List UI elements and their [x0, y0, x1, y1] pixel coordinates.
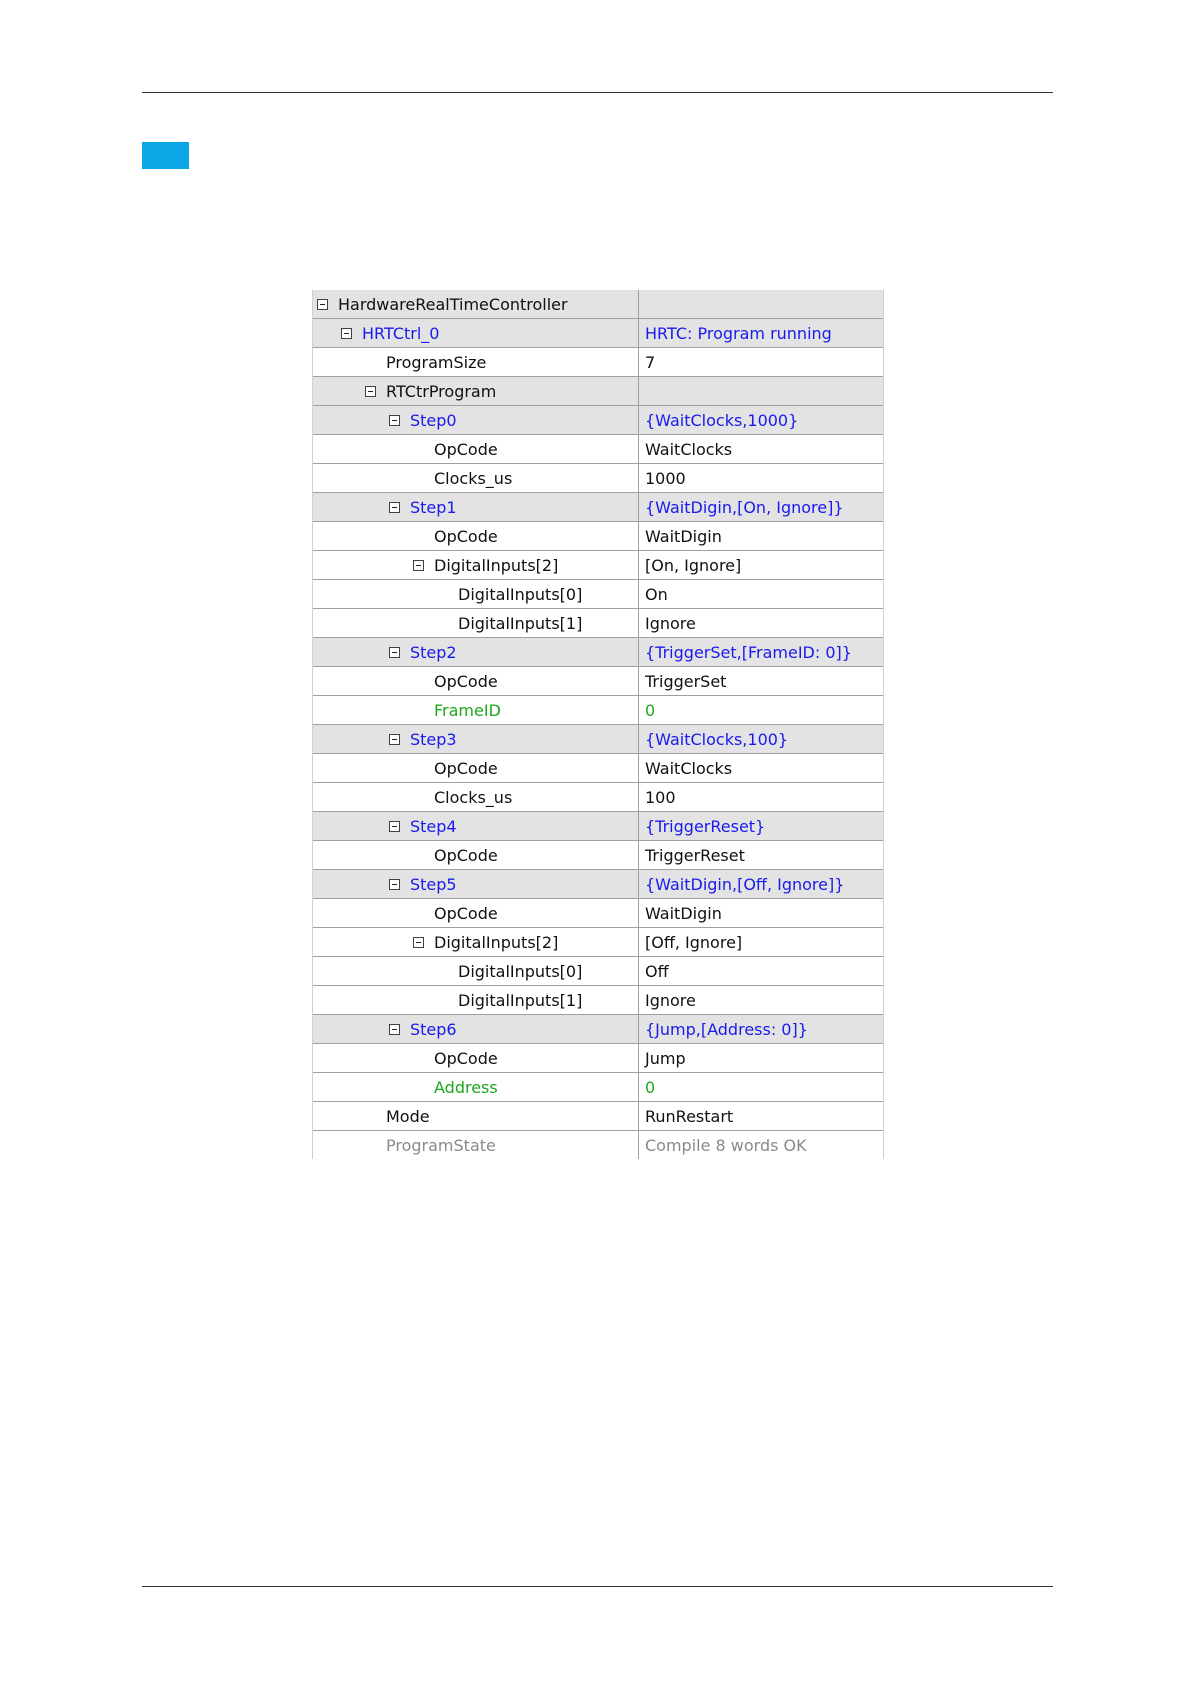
- property-name: Address: [434, 1077, 498, 1097]
- collapse-icon[interactable]: [389, 1024, 400, 1035]
- property-name-cell[interactable]: [313, 841, 639, 869]
- property-value[interactable]: Ignore: [645, 613, 696, 633]
- property-name-cell[interactable]: [313, 1044, 639, 1072]
- property-row[interactable]: [313, 667, 883, 696]
- property-name: RTCtrProgram: [386, 381, 497, 401]
- collapse-icon[interactable]: [413, 560, 424, 571]
- property-name-cell[interactable]: [313, 783, 639, 811]
- property-value[interactable]: WaitDigin: [645, 903, 722, 923]
- property-value[interactable]: {Jump,[Address: 0]}: [645, 1019, 808, 1039]
- property-name: Clocks_us: [434, 787, 513, 807]
- property-row[interactable]: [313, 1102, 883, 1131]
- property-name-cell[interactable]: [313, 377, 639, 405]
- property-row[interactable]: [313, 580, 883, 609]
- collapse-icon[interactable]: [341, 328, 352, 339]
- property-value[interactable]: 7: [645, 352, 656, 372]
- property-name: Step4: [410, 816, 457, 836]
- property-name: DigitalInputs[1]: [458, 613, 583, 633]
- property-name: Step0: [410, 410, 457, 430]
- property-name-cell[interactable]: [313, 522, 639, 550]
- collapse-icon[interactable]: [389, 821, 400, 832]
- property-value[interactable]: [639, 377, 883, 405]
- property-value[interactable]: [Off, Ignore]: [645, 932, 743, 952]
- property-value[interactable]: {WaitDigin,[Off, Ignore]}: [645, 874, 845, 894]
- property-row[interactable]: [313, 841, 883, 870]
- property-name: OpCode: [434, 845, 498, 865]
- property-name-cell[interactable]: [313, 1015, 639, 1043]
- property-value[interactable]: Jump: [645, 1048, 686, 1068]
- property-value[interactable]: 1000: [645, 468, 686, 488]
- property-name: Step3: [410, 729, 457, 749]
- property-row[interactable]: [313, 406, 883, 435]
- section-marker: [142, 142, 189, 169]
- property-name-cell[interactable]: [313, 667, 639, 695]
- property-name: DigitalInputs[2]: [434, 932, 559, 952]
- property-row[interactable]: [313, 319, 883, 348]
- property-value[interactable]: {WaitClocks,1000}: [645, 410, 799, 430]
- property-value[interactable]: TriggerReset: [645, 845, 745, 865]
- property-row[interactable]: [313, 899, 883, 928]
- property-name: Mode: [386, 1106, 430, 1126]
- property-name-cell[interactable]: [313, 1102, 639, 1130]
- property-name-cell[interactable]: [313, 551, 639, 579]
- property-name-cell[interactable]: [313, 870, 639, 898]
- property-name-cell[interactable]: [313, 609, 639, 637]
- property-row[interactable]: [313, 551, 883, 580]
- property-name-cell[interactable]: [313, 986, 639, 1014]
- property-name-cell[interactable]: [313, 928, 639, 956]
- property-row[interactable]: [313, 928, 883, 957]
- property-name-cell[interactable]: [313, 319, 639, 347]
- property-name: Step1: [410, 497, 457, 517]
- property-name: OpCode: [434, 671, 498, 691]
- property-name-cell[interactable]: [313, 812, 639, 840]
- property-row[interactable]: [313, 493, 883, 522]
- property-value[interactable]: Ignore: [645, 990, 696, 1010]
- property-value[interactable]: WaitDigin: [645, 526, 722, 546]
- property-name-cell[interactable]: [313, 1073, 639, 1101]
- property-row[interactable]: [313, 957, 883, 986]
- property-name-cell[interactable]: [313, 725, 639, 753]
- property-value[interactable]: WaitClocks: [645, 758, 733, 778]
- collapse-icon[interactable]: [389, 879, 400, 890]
- property-name: OpCode: [434, 1048, 498, 1068]
- property-value[interactable]: [639, 290, 883, 318]
- property-row[interactable]: [313, 754, 883, 783]
- property-value[interactable]: 0: [645, 1077, 656, 1097]
- property-name: ProgramSize: [386, 352, 487, 372]
- property-value[interactable]: [On, Ignore]: [645, 555, 742, 575]
- property-value[interactable]: 0: [645, 700, 656, 720]
- property-row[interactable]: [313, 290, 883, 319]
- property-row[interactable]: [313, 435, 883, 464]
- property-name-cell[interactable]: [313, 696, 639, 724]
- property-name-cell[interactable]: [313, 957, 639, 985]
- property-value[interactable]: {TriggerReset}: [645, 816, 766, 836]
- property-name-cell[interactable]: [313, 580, 639, 608]
- property-row[interactable]: [313, 348, 883, 377]
- property-value[interactable]: {WaitClocks,100}: [645, 729, 789, 749]
- property-value[interactable]: RunRestart: [645, 1106, 734, 1126]
- property-name-cell[interactable]: [313, 899, 639, 927]
- property-name: HRTCtrl_0: [362, 323, 440, 343]
- property-name: DigitalInputs[0]: [458, 961, 583, 981]
- property-row[interactable]: [313, 986, 883, 1015]
- property-row[interactable]: [313, 1131, 883, 1159]
- property-row[interactable]: [313, 464, 883, 493]
- collapse-icon[interactable]: [389, 647, 400, 658]
- property-row[interactable]: [313, 725, 883, 754]
- property-row[interactable]: [313, 783, 883, 812]
- collapse-icon[interactable]: [389, 415, 400, 426]
- property-value[interactable]: WaitClocks: [645, 439, 733, 459]
- collapse-icon[interactable]: [389, 734, 400, 745]
- property-name-cell[interactable]: [313, 493, 639, 521]
- property-name: ProgramState: [386, 1135, 496, 1155]
- property-grid: [312, 290, 884, 1159]
- property-row[interactable]: [313, 1015, 883, 1044]
- property-value[interactable]: Off: [645, 961, 669, 981]
- property-name-cell[interactable]: [313, 406, 639, 434]
- property-row[interactable]: [313, 1073, 883, 1102]
- collapse-icon[interactable]: [413, 937, 424, 948]
- property-name-cell[interactable]: [313, 1131, 639, 1159]
- property-name: OpCode: [434, 758, 498, 778]
- collapse-icon[interactable]: [389, 502, 400, 513]
- property-name: DigitalInputs[1]: [458, 990, 583, 1010]
- property-name-cell[interactable]: [313, 348, 639, 376]
- property-name: DigitalInputs[2]: [434, 555, 559, 575]
- property-row[interactable]: [313, 377, 883, 406]
- collapse-icon[interactable]: [317, 299, 328, 310]
- property-row[interactable]: [313, 812, 883, 841]
- property-name-cell[interactable]: [313, 435, 639, 463]
- property-name: OpCode: [434, 526, 498, 546]
- property-value[interactable]: TriggerSet: [645, 671, 727, 691]
- collapse-icon[interactable]: [365, 386, 376, 397]
- property-value[interactable]: {WaitDigin,[On, Ignore]}: [645, 497, 844, 517]
- property-row[interactable]: [313, 1044, 883, 1073]
- property-name: OpCode: [434, 903, 498, 923]
- property-name: OpCode: [434, 439, 498, 459]
- property-name: HardwareRealTimeController: [338, 294, 568, 314]
- property-row[interactable]: [313, 522, 883, 551]
- property-value[interactable]: On: [645, 584, 668, 604]
- property-name: FrameID: [434, 700, 501, 720]
- property-name: DigitalInputs[0]: [458, 584, 583, 604]
- property-value[interactable]: {TriggerSet,[FrameID: 0]}: [645, 642, 852, 662]
- property-name: Step6: [410, 1019, 457, 1039]
- footer-rule: [142, 1586, 1053, 1587]
- property-name-cell[interactable]: [313, 638, 639, 666]
- property-value[interactable]: HRTC: Program running: [645, 323, 832, 343]
- property-name: Step5: [410, 874, 457, 894]
- property-name-cell[interactable]: [313, 464, 639, 492]
- property-value[interactable]: 100: [645, 787, 676, 807]
- property-row[interactable]: [313, 609, 883, 638]
- property-row[interactable]: [313, 870, 883, 899]
- property-row[interactable]: [313, 696, 883, 725]
- header-rule: [142, 92, 1053, 93]
- property-name: Step2: [410, 642, 457, 662]
- property-name-cell[interactable]: [313, 290, 639, 318]
- property-name: Clocks_us: [434, 468, 513, 488]
- property-row[interactable]: [313, 638, 883, 667]
- property-name-cell[interactable]: [313, 754, 639, 782]
- property-value[interactable]: Compile 8 words OK: [645, 1135, 807, 1155]
